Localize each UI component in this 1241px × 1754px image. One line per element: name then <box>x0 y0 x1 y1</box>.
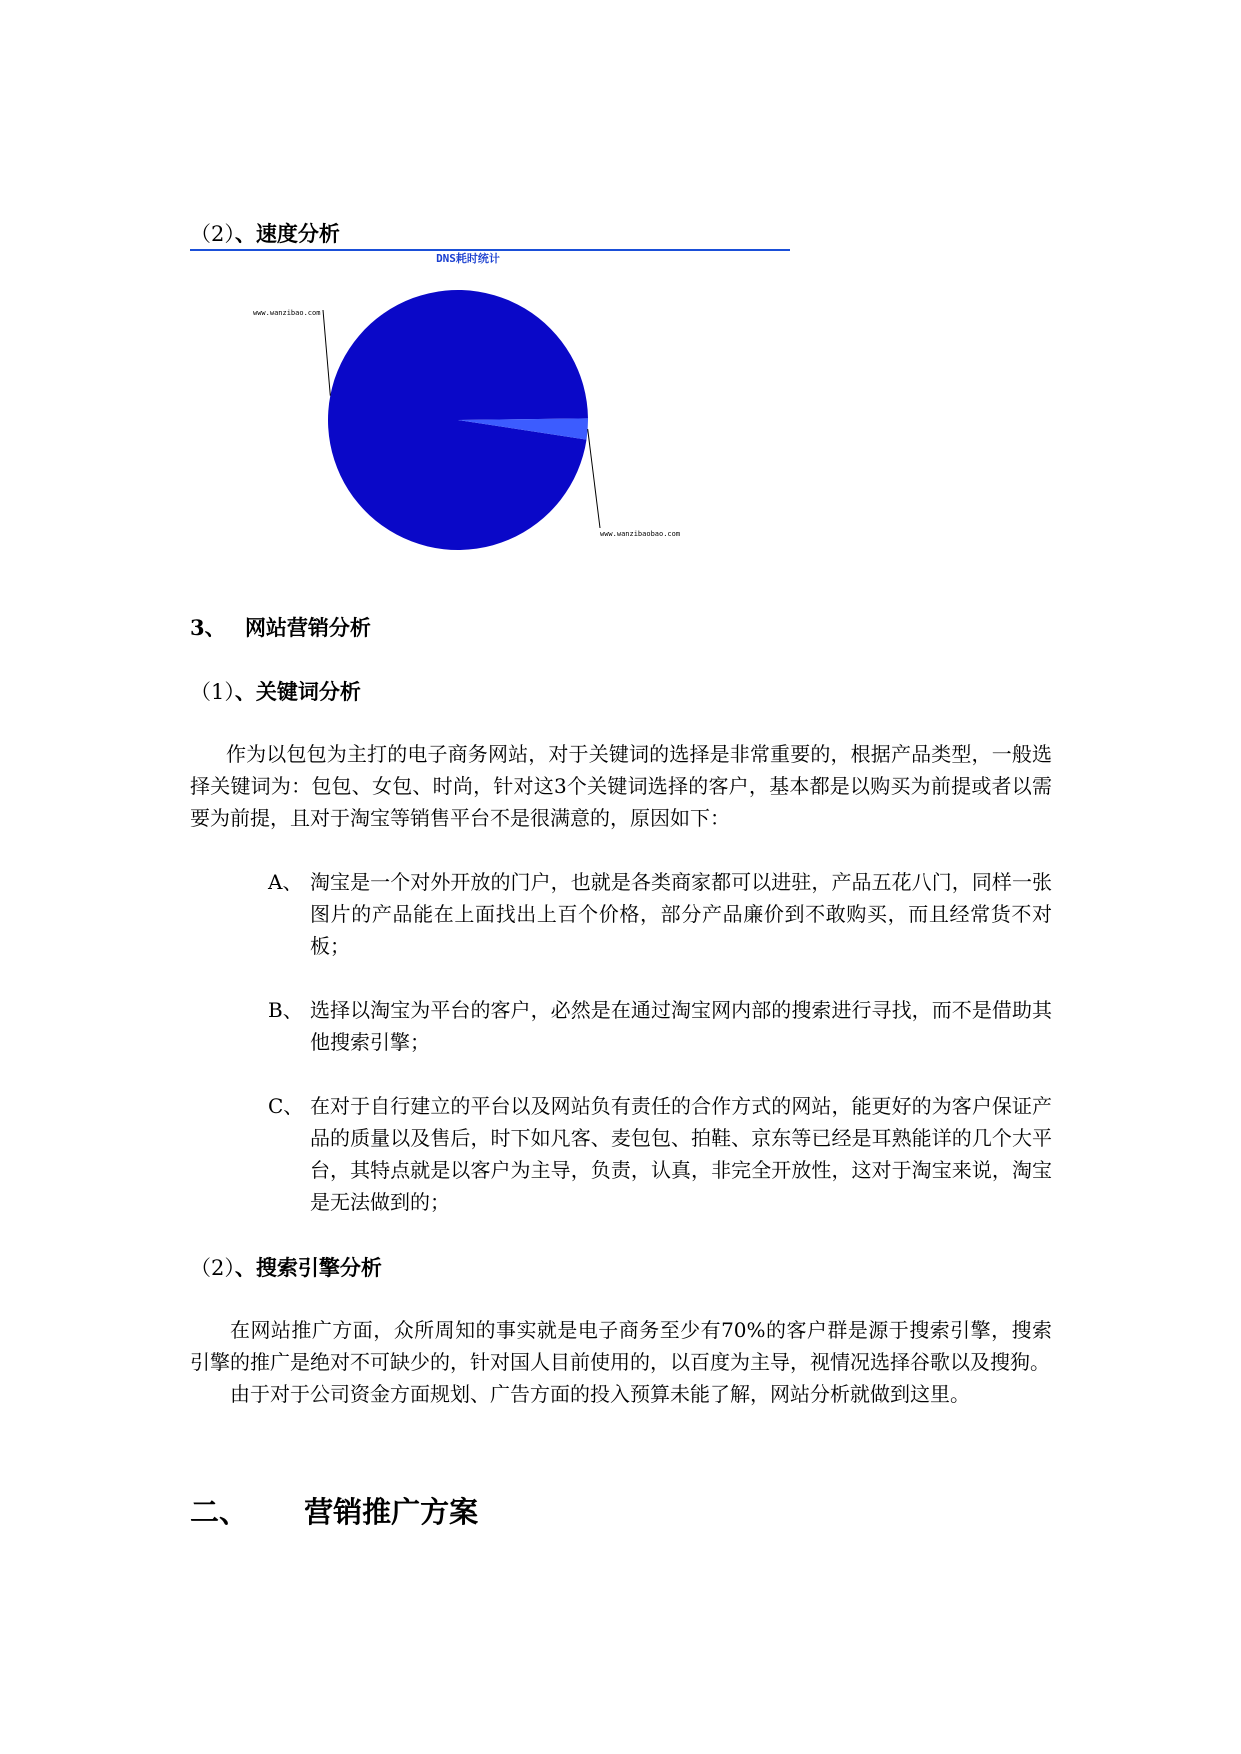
section-title: 网站营销分析 <box>244 615 371 640</box>
list-item-text: 在对于自行建立的平台以及网站负有责任的合作方式的网站，能更好的为客户保证产品的质量以及售后，时下如凡客、麦包包、拍鞋、京东等已经是耳熟能详的几个大平台，其特点就是以客户为主导，负责，认真，非完全开放性，这对于淘宝来说，淘宝是无法做到的； <box>310 1094 1052 1214</box>
heading-number: （2） <box>190 1256 235 1280</box>
keyword-analysis-heading <box>190 676 361 706</box>
dns-time-pie-chart <box>190 250 790 560</box>
section-3-heading <box>190 612 371 642</box>
search-paragraph-1: 在网站推广方面，众所周知的事实就是电子商务至少有70%的客户群是源于搜索引擎，搜索引擎的推广是绝对不可缺少的，针对国人目前使用的，以百度为主导，视情况选择谷歌以及搜狗。 <box>190 1318 1052 1374</box>
heading-separator: 、 <box>234 679 256 704</box>
search-paragraph-2: 由于对于公司资金方面规划、广告方面的投入预算未能了解，网站分析就做到这里。 <box>230 1382 970 1406</box>
reason-item-c <box>268 1090 1052 1218</box>
section-number: 3、 <box>190 615 226 640</box>
reason-item-a <box>268 866 1052 962</box>
part-number: 二、 <box>190 1495 249 1529</box>
heading-title: 关键词分析 <box>255 679 361 704</box>
list-marker: A、 <box>268 870 303 894</box>
list-marker: B、 <box>268 998 303 1022</box>
speed-analysis-heading <box>190 218 340 248</box>
reason-item-b <box>268 994 1052 1058</box>
slice-label-wanzibao: www.wanzibao.com <box>253 309 321 317</box>
part-title: 营销推广方案 <box>304 1495 479 1529</box>
heading-title: 速度分析 <box>255 221 340 246</box>
leader-line-wanzibao <box>323 310 330 396</box>
list-item-text: 淘宝是一个对外开放的门户，也就是各类商家都可以进驻，产品五花八门，同样一张图片的产品能在上面找出上百个价格，部分产品廉价到不敢购买，而且经常货不对板； <box>310 870 1052 958</box>
heading-separator: 、 <box>234 1255 256 1280</box>
heading-number: （2） <box>190 222 235 246</box>
search-engine-paragraph <box>190 1314 1052 1410</box>
list-item-text: 选择以淘宝为平台的客户，必然是在通过淘宝网内部的搜索进行寻找，而不是借助其他搜索引擎； <box>310 998 1052 1054</box>
search-engine-heading <box>190 1252 382 1282</box>
slice-label-wanzibaobao: www.wanzibaobao.com <box>600 530 681 538</box>
keyword-paragraph <box>190 738 1052 834</box>
part-two-heading <box>190 1490 478 1531</box>
keyword-paragraph-text: 作为以包包为主打的电子商务网站，对于关键词的选择是非常重要的，根据产品类型，一般选择关键词为：包包、女包、时尚，针对这3个关键词选择的客户，基本都是以购买为前提或者以需要为前提，且对于淘宝等销售平台不是很满意的，原因如下： <box>190 742 1052 830</box>
heading-separator: 、 <box>234 221 256 246</box>
heading-title: 搜索引擎分析 <box>255 1255 382 1280</box>
leader-line-wanzibaobao <box>588 429 600 528</box>
chart-title: DNS耗时统计 <box>436 252 500 265</box>
list-marker: C、 <box>268 1094 304 1118</box>
heading-number: （1） <box>190 680 235 704</box>
